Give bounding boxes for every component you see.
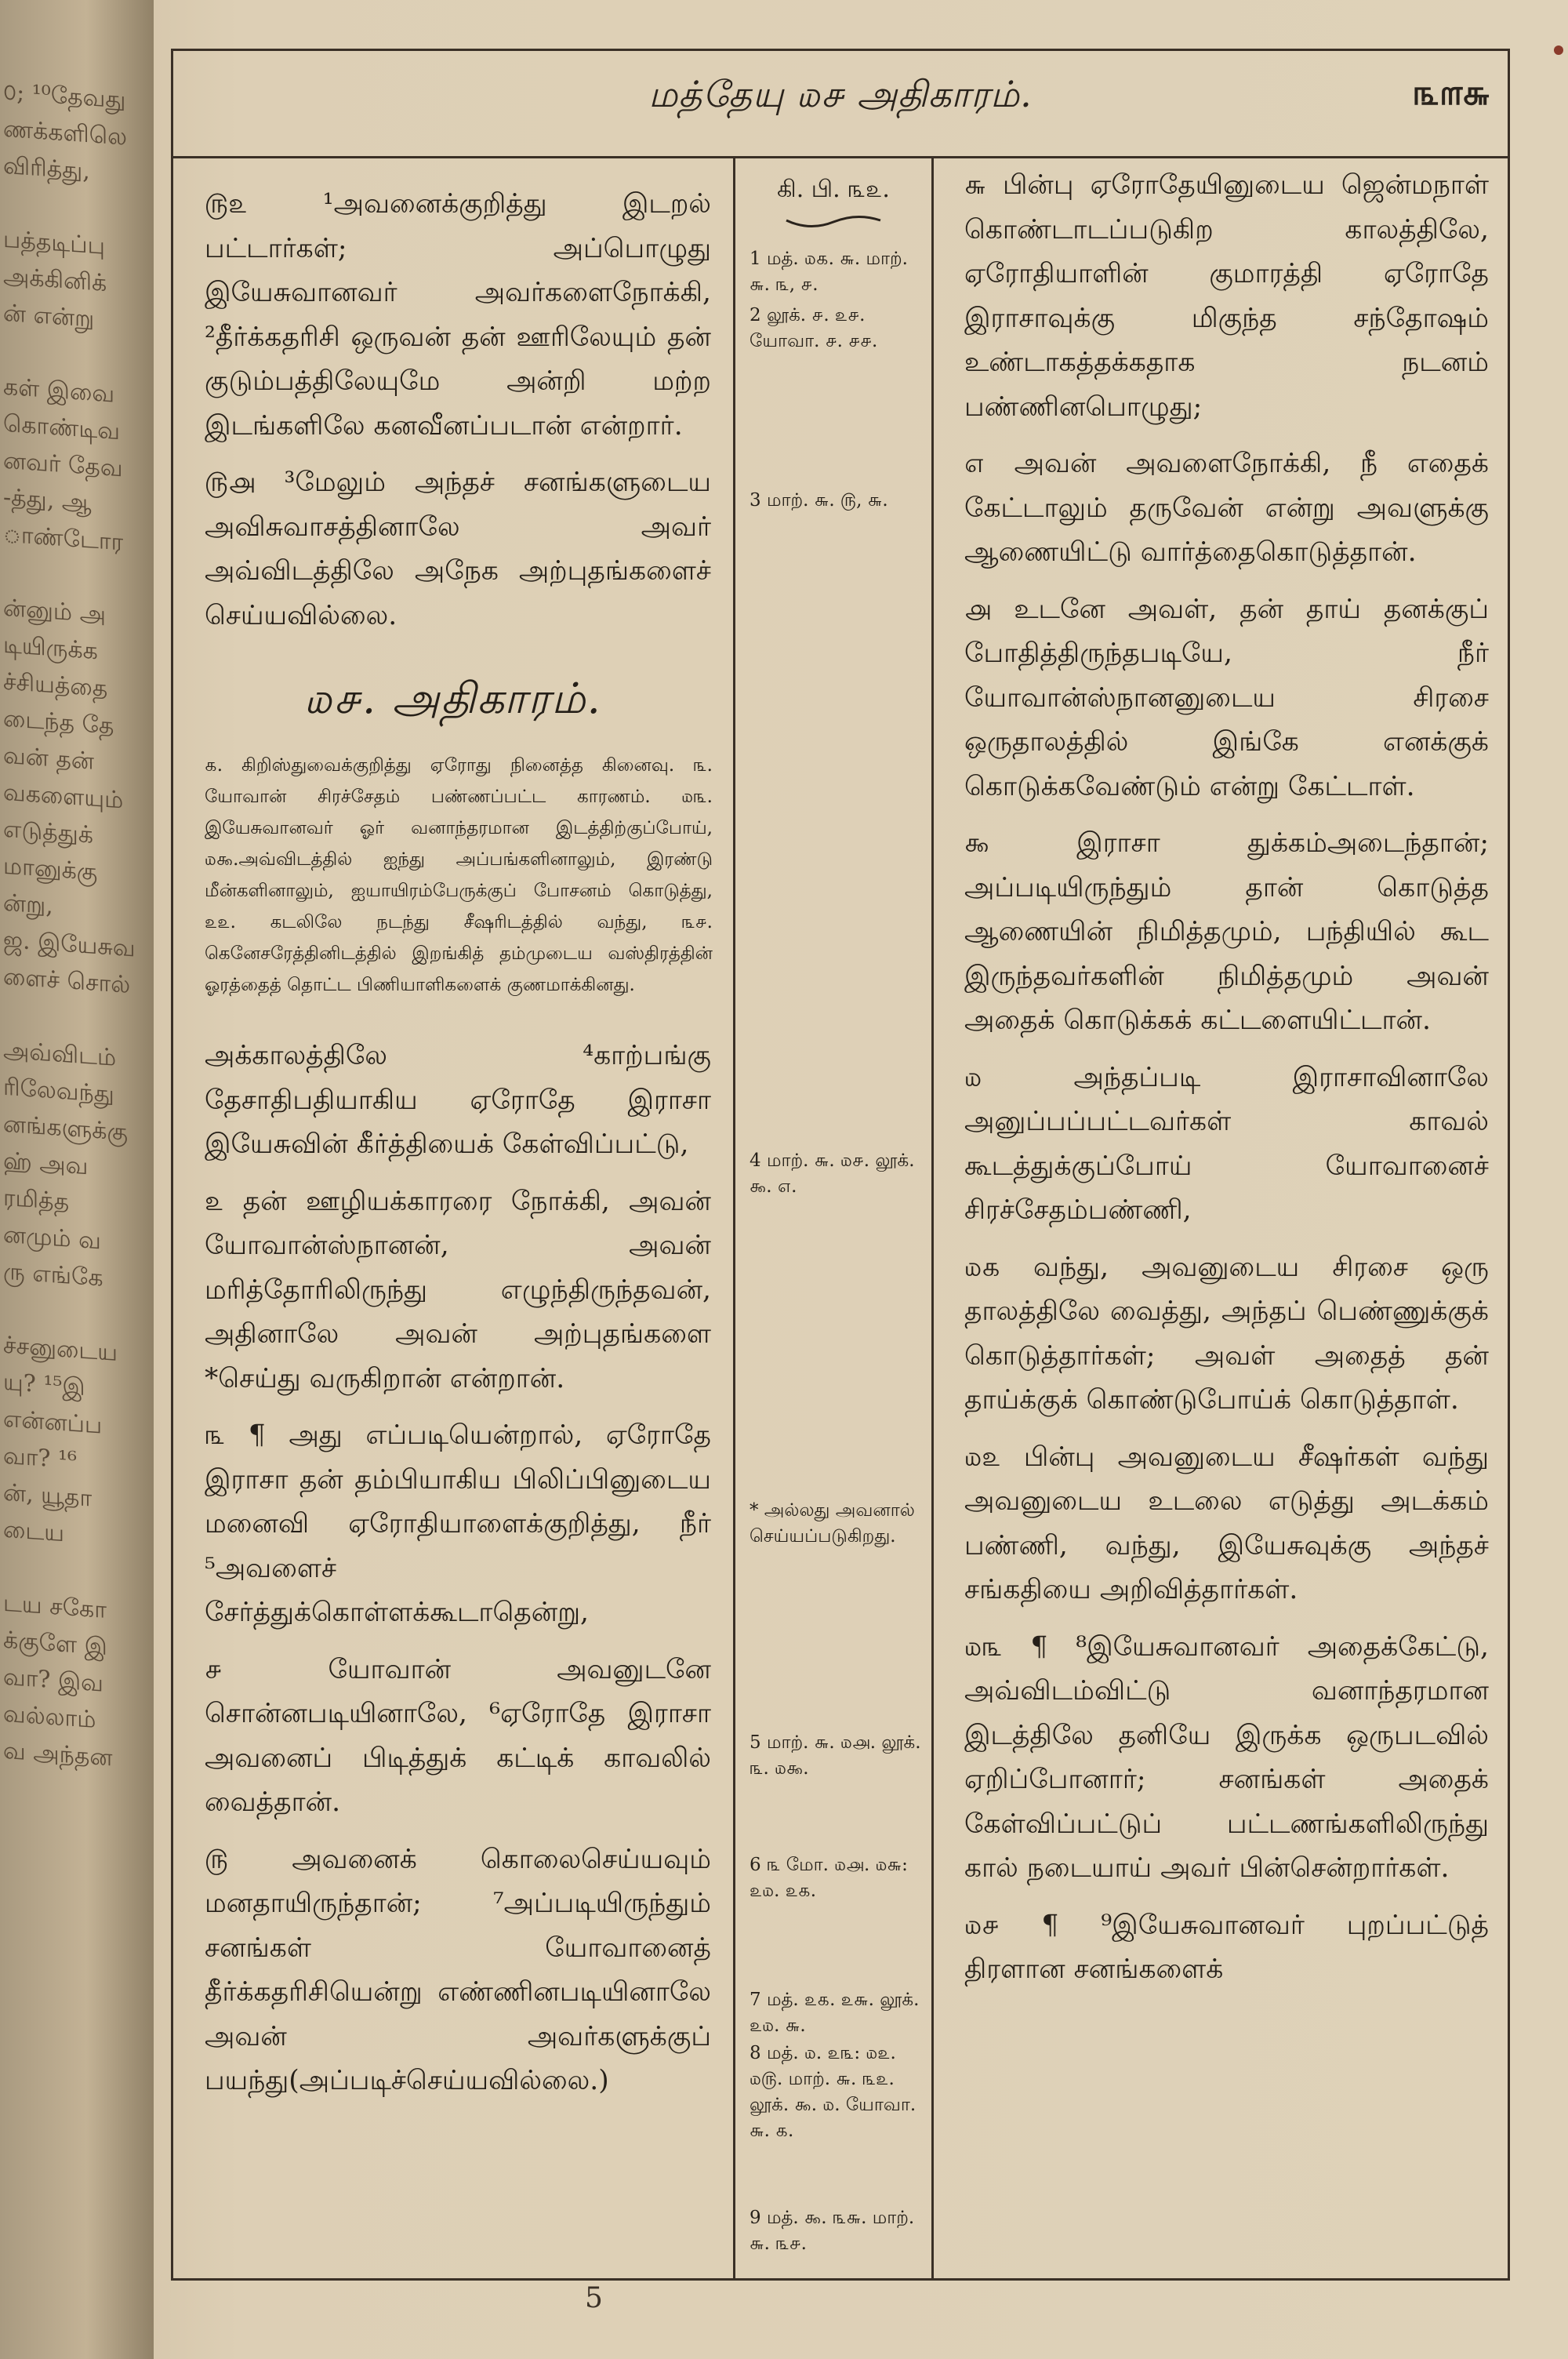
verse: ௰௨ பின்பு அவனுடைய சீஷர்கள் வந்து அவனுடைய உடலை எடுத்து அடக்கம் பண்ணி, வந்து, இயேசுவுக்கு அந்தச் சங்கதியை அறிவித்தார்கள். [964, 1441, 1489, 1605]
facing-page-edge [0, 0, 157, 2359]
facing-page-line: விரித்து, [3, 151, 90, 186]
facing-page-line: வகளையும் [3, 778, 124, 815]
book-page [154, 0, 1568, 2359]
verse: ௫௨ ¹அவனைக்குறித்து இடறல் பட்டார்கள்; அப்பொழுது இயேசுவானவர் அவர்களைநோக்கி, ²தீர்க்கதரிசி ஒருவன் தன் ஊரிலேயும் தன் குடும்பத்திலேயுமே அன்றி மற்ற இடங்களிலே கனவீனப்படான் என்றார். [205, 188, 711, 442]
facing-page-line: என்னப்ப [3, 1405, 103, 1440]
ornament-swash [782, 211, 884, 231]
facing-page-line: மானுக்கு [3, 852, 98, 887]
facing-page-line: ன் என்று [3, 299, 95, 333]
cross-reference: 7 மத். ௨௧. ௨௬. லூக். ௨௰. ௬. [750, 1990, 920, 2036]
facing-page-text [3, 74, 144, 1779]
chapter-summary: ௧. கிறிஸ்துவைக்குறித்து ஏரோது நினைத்த கினைவு. ௩. யோவான் சிரச்சேதம் பண்ணப்பட்ட காரணம். ௰௩. இயேசுவானவர் ஓர் வனாந்தரமான இடத்திற்குப்போய், ௰௯.அவ்விடத்தில் ஐந்து அப்பங்களினாலும், இரண்டு மீன்களினாலும், ஐயாயிரம்பேருக்குப் போசனம் கொடுத்து, ௨௨. கடலிலே நடந்து சீஷரிடத்தில் வந்து, ௩௪. கெனேசரேத்தினிடத்தில் இறங்கித் தம்முடைய வஸ்திரத்தின் ஓரத்தைத் தொட்ட பிணியாளிகளைக் குணமாக்கினது. [205, 755, 713, 995]
facing-page-line: வா? ¹⁶ [3, 1441, 78, 1475]
chapter-heading: ௰௪. அதிகாரம். [304, 674, 602, 723]
header-title: மத்தேயு ௰௪ அதிகாரம். [648, 73, 1033, 115]
left-column [173, 158, 733, 2278]
facing-page-line: டைய [3, 1515, 64, 1548]
facing-page-line: க்குளே இ [3, 1626, 107, 1661]
facing-page-line: ரிலேவந்து [3, 1073, 114, 1109]
running-header [173, 51, 1508, 158]
verse: ௰௩ ¶ ⁸இயேசுவானவர் அதைக்கேட்டு, அவ்விடம்விட்டு வனாந்தரமான இடத்திலே தனியே இருக்க ஒருபடவில் ஏறிப்போனார்; சனங்கள் அதைக் கேள்விப்பட்டுப் பட்டணங்களிலிருந்து கால் நடையாய் அவர் பின்சென்றார்கள். [964, 1630, 1489, 1884]
facing-page-line: ன்னும் அ [3, 594, 106, 629]
facing-page-line: னமும் வ [3, 1220, 101, 1256]
facing-page-line: அவ்விடம் [3, 1036, 117, 1072]
facing-page-line: கள் இவை [3, 373, 115, 409]
facing-page-line: டய சகோ [3, 1589, 107, 1624]
facing-page-line: வ அந்தன [3, 1736, 113, 1772]
facing-page-line: ாண்டோர [3, 520, 124, 557]
cross-reference: * அல்லது அவனால் செய்யப்படுகிறது. [750, 1500, 915, 1547]
facing-page-line: பத்தடிப்பு [3, 225, 105, 260]
header-page-number: ௩௱௬ [1413, 73, 1490, 113]
facing-page-line: வல்லாம் [3, 1699, 96, 1734]
facing-page-line: ன், யூதா [3, 1478, 93, 1513]
cross-reference: 6 ௩ மோ. ௰௮. ௰௬: ௨௰. ௨௧. [750, 1855, 908, 1901]
facing-page-line: ச்சியத்தை [3, 667, 108, 703]
facing-page-line: ரு எங்கே [3, 1257, 103, 1292]
facing-page-line: ன்று, [3, 889, 53, 921]
verse: ௫ அவனைக் கொலைசெய்யவும் மனதாயிருந்தான்; ⁷அப்படியிருந்தும் சனங்கள் யோவானைத் தீர்க்கதரிசியென்று எண்ணினபடியினாலே அவன் அவர்களுக்குப் பயந்து(அப்படிச்செய்யவில்லை.) [205, 1843, 711, 2096]
year-heading: கி. பி. ௩௨. [777, 176, 890, 203]
verse: ௮ உடனே அவள், தன் தாய் தனக்குப் போதித்திருந்தபடியே, நீர் யோவான்ஸ்நானனுடைய சிரசை ஒருதாலத்தில் இங்கே எனக்குக் கொடுக்கவேண்டும் என்று கேட்டாள். [964, 593, 1489, 802]
verse: அக்காலத்திலே ⁴காற்பங்கு தேசாதிபதியாகிய ஏரோதே இராசா இயேசுவின் கீர்த்தியைக் கேள்விப்பட்டு, [205, 1040, 711, 1160]
page-frame [171, 49, 1510, 2281]
facing-page-line: -த்து, ஆ [3, 483, 92, 518]
facing-page-line: டைந்த தே [3, 704, 114, 740]
facing-page-line: வா? இவ [3, 1663, 103, 1698]
facing-page-line: வன் தன் [3, 741, 94, 776]
verse: ௬ பின்பு ஏரோதேயினுடைய ஜென்மநாள் கொண்டாடப்படுகிற காலத்திலே, ஏரோதியாளின் குமாரத்தி ஏரோதே இராசாவுக்கு மிகுந்த சந்தோஷம் உண்டாகத்தக்கதாக நடனம் பண்ணினபொழுது; [964, 169, 1489, 423]
cross-reference: 5 மாற். ௬. ௰௮. லூக். ௩. ௰௯. [750, 1732, 921, 1779]
facing-page-line: ஜ. இயேசுவ [3, 925, 136, 963]
facing-page-line: யு? ¹⁵இ [3, 1368, 85, 1402]
cross-reference: 9 மத். ௯. ௩௬. மாற். ௬. ௩௪. [750, 2208, 915, 2254]
verse: ௫௮ ³மேலும் அந்தச் சனங்களுடைய அவிசுவாசத்தினாலே அவர் அவ்விடத்திலே அநேக அற்புதங்களைச் செய்யவில்லை. [205, 467, 711, 631]
cross-reference: 8 மத். ௰. ௨௩: ௰௨. ௰௫. மாற். ௬. ௩௨. லூக். ௯. ௰. யோவா. ௬. ௧. [750, 2043, 916, 2141]
cross-reference: 1 மத். ௰௧. ௬. மாற். ௬. ௩, ௪. [750, 249, 908, 295]
verse: ௰௧ வந்து, அவனுடைய சிரசை ஒரு தாலத்திலே வைத்து, அந்தப் பெண்ணுக்குக் கொடுத்தார்கள்; அவள் அதைத் தன் தாய்க்குக் கொண்டுபோய்க் கொடுத்தாள். [964, 1251, 1489, 1416]
verse: ௩ ¶ அது எப்படியென்றால், ஏரோதே இராசா தன் தம்பியாகிய பிலிப்பினுடைய மனைவி ஏரோதியாளைக்குறித்து, நீர் ⁵அவளைச் சேர்த்துக்கொள்ளக்கூடாதென்று, [205, 1419, 711, 1628]
facing-page-line: னவர் தேவ [3, 446, 123, 483]
facing-page-line: எடுத்துக் [3, 815, 93, 849]
reference-column [733, 158, 934, 2278]
facing-page-line: ரமித்த [3, 1183, 70, 1216]
footer-page-number: 5 [585, 2282, 603, 2314]
ink-mark [1554, 45, 1563, 55]
cross-reference: 2 லூக். ௪. ௨௪. யோவா. ௪. ௪௪. [750, 305, 878, 351]
facing-page-line: ணக்களிலெ [3, 114, 127, 151]
verse: ௰௪ ¶ ⁹இயேசுவானவர் புறப்பட்டுத் திரளான சனங்களைக் [964, 1909, 1489, 1985]
verse: ௯ இராசா துக்கம்அடைந்தான்; அப்படியிருந்தும் தான் கொடுத்த ஆணையின் நிமித்தமும், பந்தியில் கூட இருந்தவர்களின் நிமித்தமும் அவன் அதைக் கொடுக்கக் கட்டளையிட்டான். [964, 827, 1489, 1036]
facing-page-line: டியிருக்க [3, 631, 98, 666]
verse: ௰ அந்தப்படி இராசாவினாலே அனுப்பப்பட்டவர்கள் காவல் கூடத்துக்குப்போய் யோவானைச் சிரச்சேதம்பண்ணி, [964, 1061, 1489, 1226]
facing-page-line: அக்கினிக் [3, 262, 107, 297]
facing-page-line: கொண்டிவ [3, 409, 120, 446]
facing-page-line: ளைச் சொல் [3, 962, 131, 1000]
verse: ௨ தன் ஊழியக்காரரை நோக்கி, அவன் யோவான்ஸ்நானன், அவன் மரித்தோரிலிருந்து எழுந்திருந்தவன், அதினாலே அவன் அற்புதங்களை *செய்து வருகிறான் என்றான். [205, 1185, 711, 1394]
facing-page-line: னங்களுக்கு [3, 1110, 128, 1147]
verse: ௪ யோவான் அவனுடனே சொன்னபடியினாலே, ⁶ஏரோதே இராசா அவனைப் பிடித்துக் கட்டிக் காவலில் வைத்தான். [205, 1653, 711, 1818]
right-column [931, 158, 1508, 2278]
cross-reference: 4 மாற். ௬. ௰௪. லூக். ௯. ௭. [750, 1150, 915, 1197]
facing-page-line: ச்சனுடைய [3, 1331, 118, 1367]
facing-page-line: ஹ் அவ [3, 1147, 89, 1181]
facing-page-line: ௦; ¹⁰தேவது [3, 78, 126, 114]
verse: ௭ அவன் அவளைநோக்கி, நீ எதைக் கேட்டாலும் தருவேன் என்று அவளுக்கு ஆணையிட்டு வார்த்தைகொடுத்தான். [964, 448, 1489, 568]
cross-reference: 3 மாற். ௬. ௫, ௬. [750, 490, 888, 511]
